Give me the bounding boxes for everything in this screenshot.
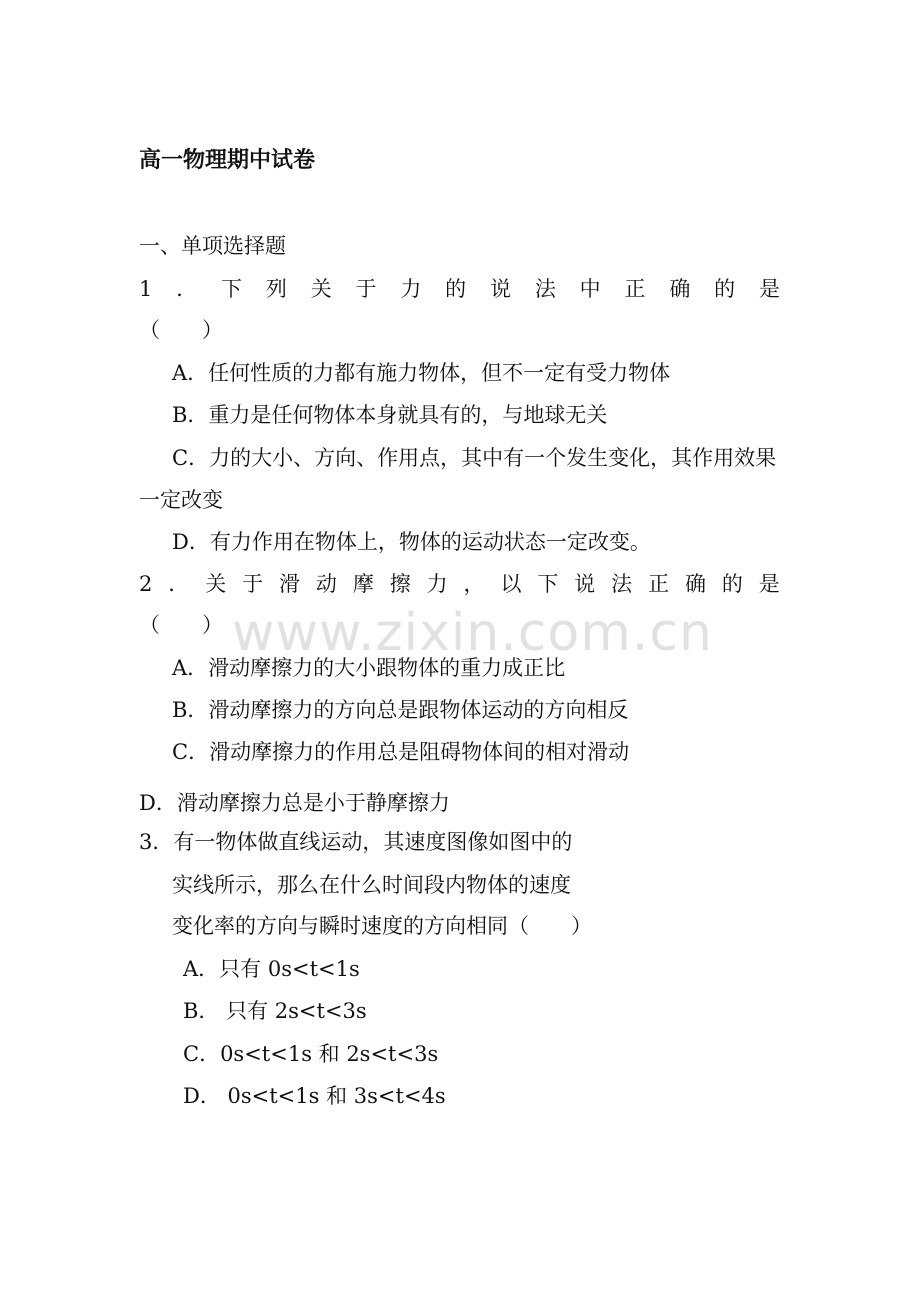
q1-stem-char: 中 [579, 277, 601, 301]
q1-stem-char: 正 [624, 277, 646, 301]
question-1-option-a: A．任何性质的力都有施力物体，但不一定有受力物体 [172, 361, 671, 385]
q1-stem-char: 说 [490, 277, 511, 301]
question-1-option-b: B．重力是任何物体本身就具有的，与地球无关 [172, 403, 608, 427]
question-2-option-d: D．滑动摩擦力总是小于静摩擦力 [139, 791, 450, 815]
q1-stem-char: 1 [139, 277, 153, 301]
q2-stem-char: 动 [315, 572, 337, 596]
q2-stem-char: 关 [205, 572, 227, 596]
q2-stem-char: 于 [242, 572, 264, 596]
question-2-option-b: B．滑动摩擦力的方向总是跟物体运动的方向相反 [172, 698, 629, 722]
q2-stem-char: 正 [648, 572, 670, 596]
q1-stem-char: 力 [400, 277, 422, 301]
question-2-stem [139, 570, 780, 598]
q1-stem-char: 的 [714, 277, 736, 301]
q2-stem-char: 擦 [389, 572, 411, 596]
q2-stem-char: 下 [537, 572, 559, 596]
section-heading: 一、单项选择题 [139, 234, 286, 258]
q2-stem-char: 摩 [352, 572, 374, 596]
question-3-option-b: B． 只有 2s<t<3s [183, 999, 367, 1023]
question-1-answer-paren: （ ） [139, 318, 223, 342]
q2-stem-char: ． [168, 572, 190, 596]
q1-stem-char: 的 [445, 277, 467, 301]
page-title: 高一物理期中试卷 [139, 148, 316, 173]
question-3-option-d: D． 0s<t<1s 和 3s<t<4s [183, 1084, 446, 1108]
q2-stem-char: 法 [611, 572, 633, 596]
q1-stem-char: 关 [310, 277, 332, 301]
question-3-stem-line-1: 3．有一物体做直线运动，其速度图像如图中的 [139, 830, 573, 854]
q2-stem-char: 的 [721, 572, 743, 596]
q1-stem-char: 下 [221, 277, 243, 301]
question-3-option-c: C．0s<t<1s 和 2s<t<3s [183, 1042, 439, 1066]
question-2-option-c: C．滑动摩擦力的作用总是阻碍物体间的相对滑动 [172, 740, 630, 764]
question-3-stem-line-3: 变化率的方向与瞬时速度的方向相同（ ） [172, 914, 592, 938]
q2-stem-char: 滑 [279, 572, 300, 596]
q2-stem-char: 2 [139, 572, 153, 596]
q2-stem-char: 说 [574, 572, 596, 596]
q1-stem-char: 法 [534, 277, 556, 301]
q1-stem-char: 是 [758, 277, 780, 301]
q1-stem-char: 列 [265, 277, 287, 301]
q2-stem-char: ， [463, 572, 485, 596]
question-1-option-c-continued: 一定改变 [139, 488, 223, 512]
q2-stem-char: 以 [500, 572, 522, 596]
question-2-answer-paren: （ ） [139, 613, 223, 637]
watermark: www.zixin.com.cn [232, 603, 713, 663]
question-2-option-a: A．滑动摩擦力的大小跟物体的重力成正比 [172, 656, 566, 680]
q1-stem-char: 于 [355, 277, 377, 301]
q2-stem-char: 力 [426, 572, 448, 596]
question-3-option-a: A．只有 0s<t<1s [183, 957, 360, 981]
question-1-option-d: D．有力作用在物体上，物体的运动状态一定改变。 [172, 530, 651, 554]
question-1-option-c: C．力的大小、方向、作用点，其中有一个发生变化，其作用效果 [172, 446, 777, 470]
q2-stem-char: 确 [684, 572, 706, 596]
q2-stem-char: 是 [758, 572, 780, 596]
q1-stem-char: 确 [669, 277, 691, 301]
question-3-stem-line-2: 实线所示，那么在什么时间段内物体的速度 [172, 873, 571, 897]
q1-stem-char: ． [176, 277, 198, 301]
question-1-stem [139, 275, 780, 303]
